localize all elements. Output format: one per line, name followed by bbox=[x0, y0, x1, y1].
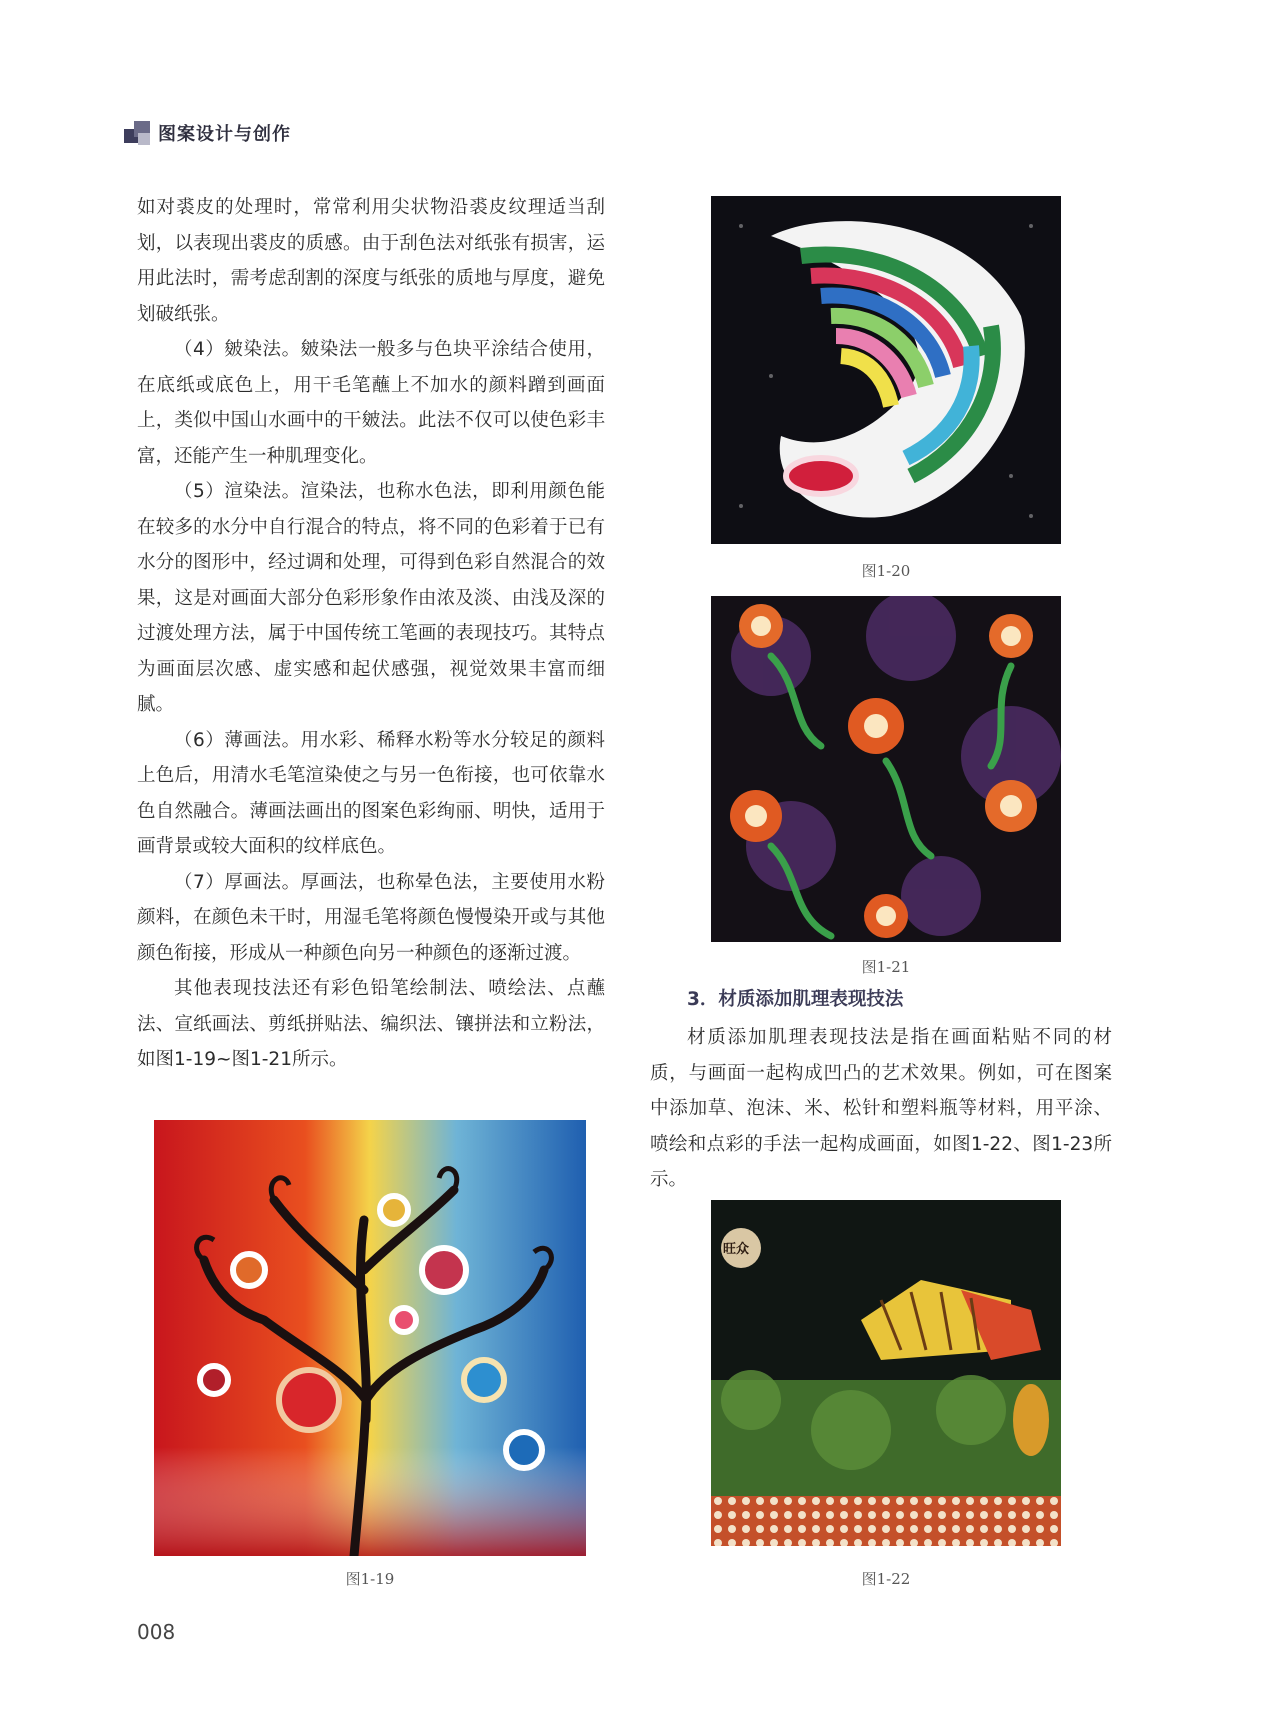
paragraph: （5）渲染法。渲染法，也称水色法，即利用颜色能在较多的水分中自行混合的特点，将不同的色彩着于已有水分的图形中，经过调和处理，可得到色彩自然混合的效果，这是对画面大部分色彩形象作由浓及淡、由浅及深的过渡处理方法，属于中国传统工笔画的表现技巧。其特点为画面层次感、虚实感和起伏感强，视觉效果丰富而细腻。 bbox=[137, 481, 605, 715]
paragraph: 其他表现技法还有彩色铅笔绘制法、喷绘法、点蘸法、宣纸画法、剪纸拼贴法、编织法、镶拼法和立粉法，如图1-19~图1-21所示。 bbox=[137, 978, 605, 1070]
figure-1-21-image bbox=[711, 596, 1061, 942]
left-column bbox=[137, 190, 605, 1078]
figure-1-20-image bbox=[711, 196, 1061, 544]
figure-1-19-image bbox=[154, 1120, 586, 1556]
page-number: 008 bbox=[137, 1620, 176, 1644]
figure-1-22-caption: 图1-22 bbox=[861, 1570, 911, 1588]
figure-1-22-badge: 旺众 bbox=[723, 1242, 750, 1257]
right-column-text bbox=[650, 1020, 1112, 1198]
header-title: 图案设计与创作 bbox=[158, 124, 291, 145]
book-logo-icon bbox=[124, 119, 152, 147]
figure-1-21-caption: 图1-21 bbox=[861, 958, 911, 976]
paragraph: （7）厚画法。厚画法，也称晕色法，主要使用水粉颜料，在颜色未干时，用湿毛笔将颜色慢慢染开或与其他颜色衔接，形成从一种颜色向另一种颜色的逐渐过渡。 bbox=[137, 871, 605, 964]
figure-1-20-caption: 图1-20 bbox=[861, 562, 911, 580]
running-header bbox=[124, 118, 291, 148]
paragraph: 材质添加肌理表现技法是指在画面粘贴不同的材质，与画面一起构成凹凸的艺术效果。例如，可在图案中添加草、泡沫、米、松针和塑料瓶等材料，用平涂、喷绘和点彩的手法一起构成画面，如图1-22、图1-23所示。 bbox=[650, 1027, 1112, 1190]
paragraph: 如对裘皮的处理时，常常利用尖状物沿裘皮纹理适当刮划，以表现出裘皮的质感。由于刮色法对纸张有损害，运用此法时，需考虑刮割的深度与纸张的质地与厚度，避免划破纸张。 bbox=[137, 197, 605, 325]
section-heading: 3．材质添加肌理表现技法 bbox=[687, 989, 904, 1010]
figure-1-19-caption: 图1-19 bbox=[345, 1570, 395, 1588]
paragraph: （6）薄画法。用水彩、稀释水粉等水分较足的颜料上色后，用清水毛笔渲染使之与另一色衔接，也可依靠水色自然融合。薄画法画出的图案色彩绚丽、明快，适用于画背景或较大面积的纹样底色。 bbox=[137, 729, 605, 857]
figure-1-22-image bbox=[711, 1200, 1061, 1546]
paragraph: （4）皴染法。皴染法一般多与色块平涂结合使用，在底纸或底色上，用干毛笔蘸上不加水的颜料蹭到画面上，类似中国山水画中的干皴法。此法不仅可以使色彩丰富，还能产生一种肌理变化。 bbox=[137, 339, 605, 467]
